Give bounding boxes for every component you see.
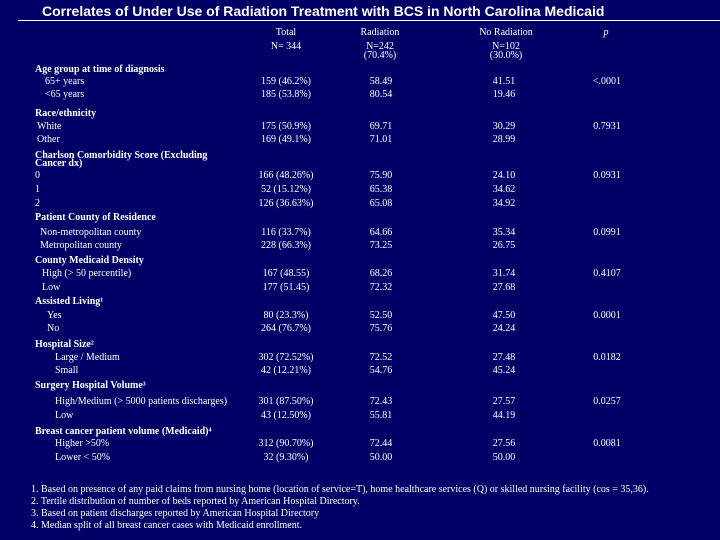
section-heading: Charlson Comorbidity Score (Excluding xyxy=(35,150,208,161)
title-divider xyxy=(18,20,720,21)
cell-total: 159 (46.2%) xyxy=(261,76,311,87)
cell-radiation: 72.44 xyxy=(369,438,393,449)
section-heading: Age group at time of diagnosis xyxy=(35,64,165,75)
header-p: p xyxy=(603,27,609,38)
cell-p-value: 0.0991 xyxy=(593,227,621,238)
header-radiation xyxy=(350,27,410,62)
cell-no-radiation: 26.75 xyxy=(492,240,516,251)
cell-no-radiation: 19.46 xyxy=(492,89,516,100)
row-label: High/Medium (> 5000 patients discharges) xyxy=(55,396,228,407)
row-label: Large / Medium xyxy=(55,352,120,363)
row-label: Small xyxy=(55,365,79,376)
section-heading-cont: Cancer dx) xyxy=(35,158,83,169)
cell-radiation: 69.71 xyxy=(369,121,393,132)
cell-p-value: 0.0182 xyxy=(593,352,621,363)
cell-radiation: 65.08 xyxy=(369,198,393,209)
cell-total: 175 (50.9%) xyxy=(261,121,311,132)
cell-total: 166 (48.26%) xyxy=(258,170,314,181)
row-label: High (> 50 percentile) xyxy=(42,268,132,279)
cell-total: 302 (72.52%) xyxy=(258,352,314,363)
footnote: 2. Tertile distribution of number of beds reported by American Hospital Directory. xyxy=(31,496,360,507)
cell-no-radiation: 31.74 xyxy=(492,268,516,279)
cell-total: 126 (36.63%) xyxy=(258,198,314,209)
page-title: Correlates of Under Use of Radiation Treatment with BCS in North Carolina Medicaid xyxy=(42,3,605,19)
cell-total: 177 (51.45) xyxy=(262,282,310,293)
cell-radiation: 58.49 xyxy=(369,76,393,87)
cell-radiation: 68.26 xyxy=(369,268,393,279)
row-label: Low xyxy=(42,282,61,293)
footnote: 4. Median split of all breast cancer cases with Medicaid enrollment. xyxy=(31,520,303,531)
cell-radiation: 75.90 xyxy=(369,170,393,181)
row-label: Low xyxy=(55,410,74,421)
cell-radiation: 72.43 xyxy=(369,396,393,407)
cell-total: 52 (15.12%) xyxy=(261,184,311,195)
cell-no-radiation: 34.62 xyxy=(492,184,516,195)
cell-radiation: 75.76 xyxy=(369,323,393,334)
row-label: 2 xyxy=(35,198,40,209)
cell-total: 116 (33.7%) xyxy=(261,227,311,238)
cell-radiation: 71.01 xyxy=(369,134,393,145)
header-total-n: N= 344 xyxy=(270,41,302,52)
cell-p-value: 0.0931 xyxy=(593,170,621,181)
row-label: 1 xyxy=(35,184,40,195)
cell-no-radiation: 27.57 xyxy=(492,396,516,407)
cell-radiation: 52.50 xyxy=(369,310,393,321)
footnote: 1. Based on presence of any paid claims from nursing home (location of service=T), home healthcare services (Q) or skilled nursing facility (cos = 35,36). xyxy=(31,484,649,495)
cell-no-radiation: 50.00 xyxy=(492,452,516,463)
row-label: 0 xyxy=(35,170,40,181)
cell-p-value: 0.0257 xyxy=(593,396,621,407)
cell-total: 32 (9.30%) xyxy=(263,452,309,463)
cell-p-value: 0.7931 xyxy=(593,121,621,132)
row-label: No xyxy=(47,323,60,334)
row-label: 65+ years xyxy=(45,76,85,87)
cell-no-radiation: 34.92 xyxy=(492,198,516,209)
cell-total: 167 (48.55) xyxy=(262,268,310,279)
cell-total: 264 (76.7%) xyxy=(261,323,311,334)
section-heading: Race/ethnicity xyxy=(35,108,97,119)
section-heading: Hospital Size² xyxy=(35,339,94,350)
cell-no-radiation: 45.24 xyxy=(492,365,516,376)
header-no-radiation-n: N=102 xyxy=(492,41,520,52)
cell-radiation: 50.00 xyxy=(369,452,393,463)
cell-radiation: 55.81 xyxy=(369,410,393,421)
cell-no-radiation: 44.19 xyxy=(492,410,516,421)
cell-radiation: 54.76 xyxy=(369,365,393,376)
cell-total: 301 (87.50%) xyxy=(258,396,314,407)
section-heading: Assisted Living¹ xyxy=(35,296,104,307)
cell-p-value: <.0001 xyxy=(592,76,622,87)
section-heading: County Medicaid Density xyxy=(35,255,144,266)
cell-no-radiation: 27.56 xyxy=(492,438,516,449)
header-no-radiation-pct: (30.0%) xyxy=(489,50,523,61)
row-label: <65 years xyxy=(45,89,85,100)
cell-no-radiation: 24.24 xyxy=(492,323,516,334)
footnote: 3. Based on patient discharges reported by American Hospital Directory xyxy=(31,508,320,519)
cell-no-radiation: 35.34 xyxy=(492,227,516,238)
cell-p-value: 0.0081 xyxy=(593,438,621,449)
cell-p-value: 0.4107 xyxy=(593,268,621,279)
row-label: Other xyxy=(37,134,60,145)
cell-total: 312 (90.70%) xyxy=(258,438,314,449)
row-label: White xyxy=(37,121,62,132)
cell-radiation: 72.52 xyxy=(369,352,393,363)
cell-total: 80 (23.3%) xyxy=(263,310,309,321)
cell-no-radiation: 28.99 xyxy=(492,134,516,145)
header-total-label: Total xyxy=(275,27,297,38)
section-heading: Patient County of Residence xyxy=(35,212,156,223)
cell-no-radiation: 27.68 xyxy=(492,282,516,293)
header-radiation-pct: (70.4%) xyxy=(363,50,397,61)
header-radiation-n: N=242 xyxy=(366,41,394,52)
cell-p-value: 0.0001 xyxy=(593,310,621,321)
cell-total: 185 (53.8%) xyxy=(261,89,311,100)
header-radiation-label: Radiation xyxy=(360,27,400,38)
cell-no-radiation: 27.48 xyxy=(492,352,516,363)
cell-total: 169 (49.1%) xyxy=(261,134,311,145)
cell-total: 228 (66.3%) xyxy=(261,240,311,251)
cell-total: 43 (12.50%) xyxy=(261,410,311,421)
row-label: Yes xyxy=(47,310,62,321)
section-heading: Surgery Hospital Volume³ xyxy=(35,380,146,391)
cell-radiation: 64.66 xyxy=(369,227,393,238)
cell-radiation: 73.25 xyxy=(369,240,393,251)
cell-total: 42 (12.21%) xyxy=(261,365,311,376)
header-total xyxy=(256,27,316,53)
header-no-radiation xyxy=(466,27,546,62)
cell-no-radiation: 41.51 xyxy=(492,76,516,87)
cell-radiation: 72.32 xyxy=(369,282,393,293)
section-heading: Breast cancer patient volume (Medicaid)⁴ xyxy=(35,426,212,437)
cell-no-radiation: 24.10 xyxy=(492,170,516,181)
row-label: Non-metropolitan county xyxy=(40,227,142,238)
cell-radiation: 80.54 xyxy=(369,89,393,100)
row-label: Higher >50% xyxy=(55,438,110,449)
row-label: Lower < 50% xyxy=(55,452,111,463)
cell-no-radiation: 47.50 xyxy=(492,310,516,321)
header-no-radiation-label: No Radiation xyxy=(479,27,533,38)
cell-no-radiation: 30.29 xyxy=(492,121,516,132)
row-label: Metropolitan county xyxy=(40,240,122,251)
cell-radiation: 65.38 xyxy=(369,184,393,195)
